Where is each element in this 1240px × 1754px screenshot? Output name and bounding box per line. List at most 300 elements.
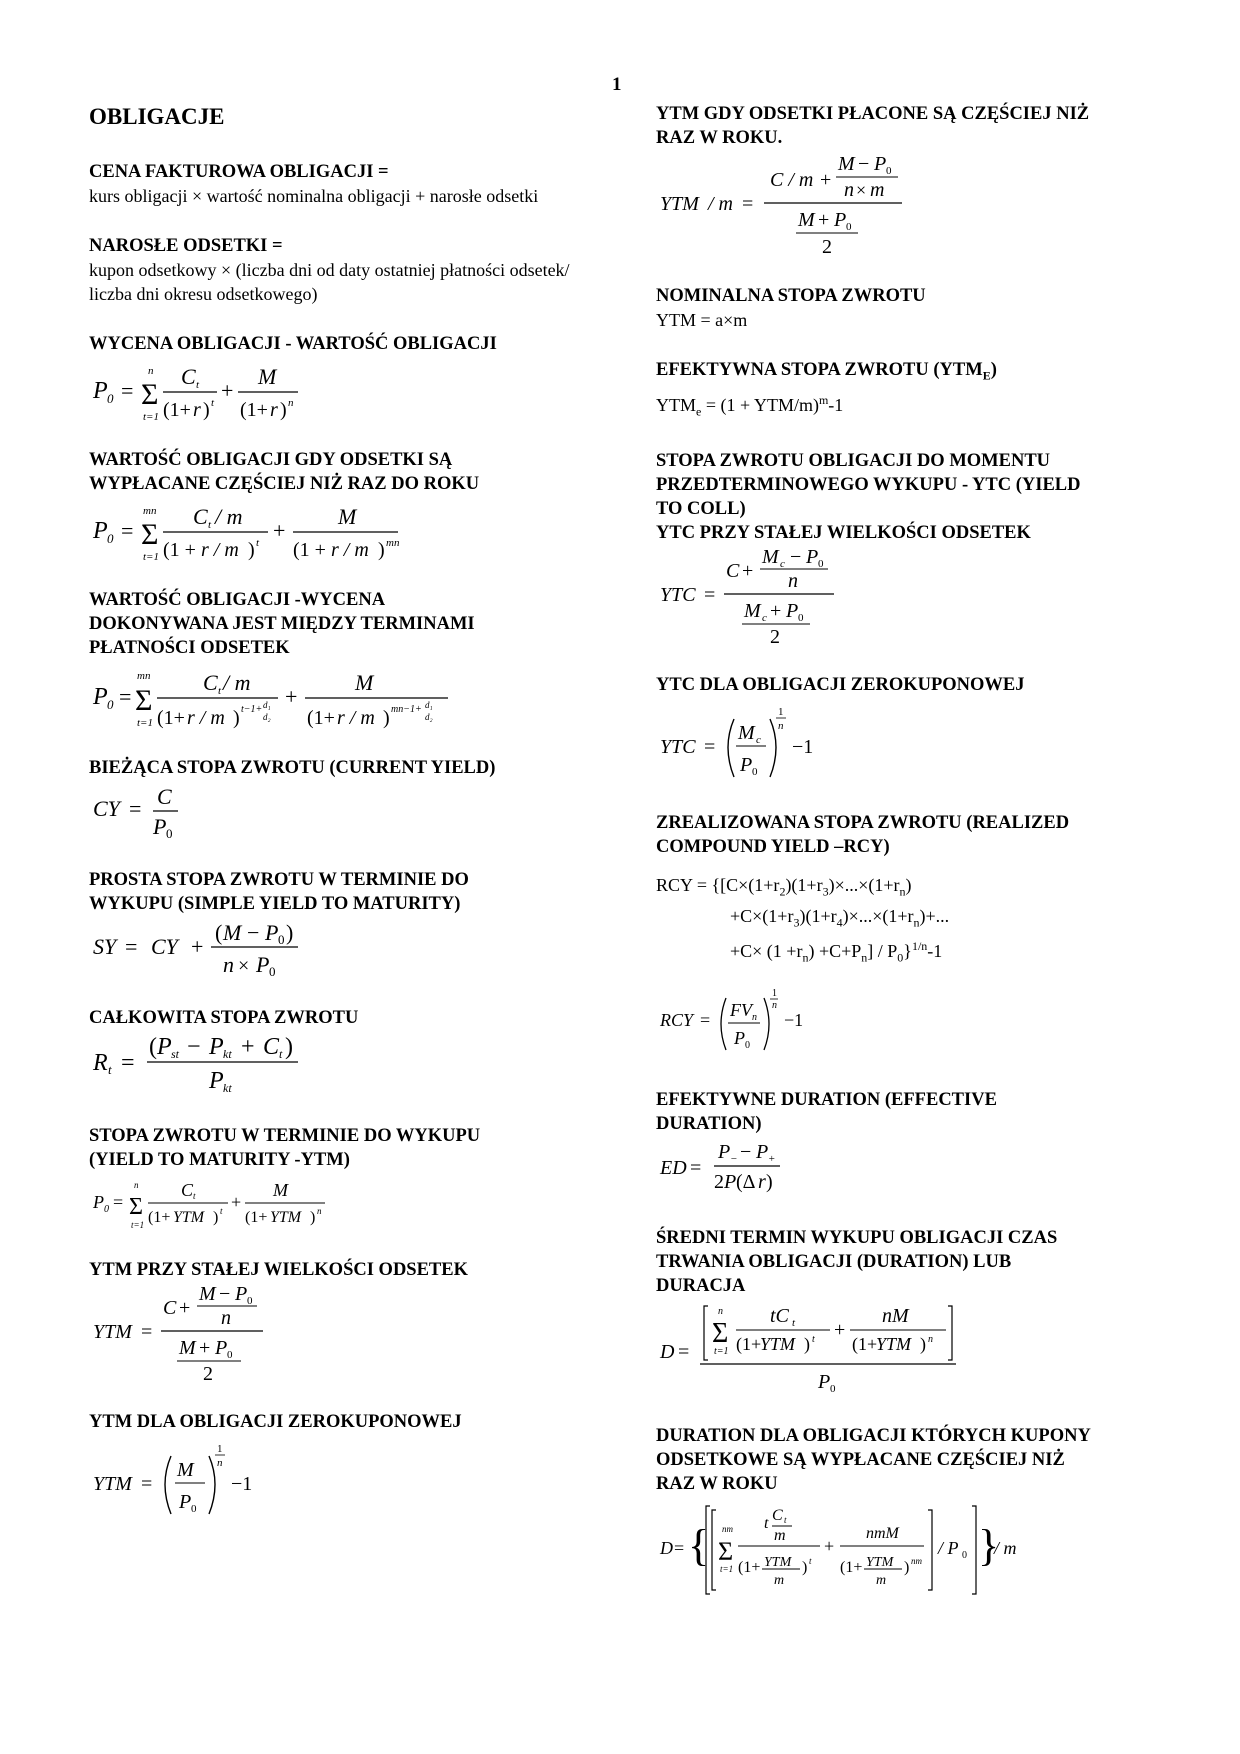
svg-text:m: m [774, 1527, 786, 1545]
svg-text:CY: CY [151, 934, 178, 959]
svg-text:−: − [730, 1153, 738, 1166]
section-heading: CENA FAKTUROWA OBLIGACJI = [89, 162, 389, 182]
svg-text:=: = [674, 1538, 685, 1559]
formula-rcy [660, 988, 1156, 1054]
formula-current-yield [93, 784, 589, 842]
svg-text:): ) [248, 539, 255, 561]
svg-text:Σ: Σ [718, 1537, 734, 1567]
svg-text:0: 0 [191, 1503, 197, 1515]
svg-text:=: = [690, 1157, 702, 1180]
svg-text:m: m [876, 1573, 887, 1589]
svg-text:P: P [179, 1491, 192, 1513]
svg-text:YTM: YTM [93, 1321, 132, 1343]
svg-text:−1: −1 [784, 1010, 804, 1031]
svg-text:P: P [256, 952, 270, 977]
svg-text:Σ: Σ [135, 684, 153, 717]
svg-text:+: + [818, 209, 830, 231]
svg-text:): ) [280, 399, 287, 421]
formula-superscript: m [818, 392, 829, 407]
svg-text:P: P [834, 209, 847, 231]
svg-text:(1+: (1+ [245, 1209, 268, 1226]
svg-text:+: + [199, 1337, 211, 1359]
formula-main: YTM [656, 394, 696, 415]
svg-text:YTM: YTM [764, 1555, 792, 1571]
section-effective-rate [656, 358, 1156, 423]
section-ytc [656, 449, 1156, 647]
svg-text:+: + [820, 169, 832, 191]
formula-bond-value-between-dates [93, 664, 589, 730]
section-text: kurs obligacji × wartość nominalna obligacji + narosłe odsetki [89, 186, 539, 206]
svg-text:r / m: r / m [201, 539, 239, 561]
svg-text:): ) [802, 1559, 808, 1577]
svg-text:mn−1+: mn−1+ [391, 704, 422, 715]
svg-text:n: n [288, 397, 294, 409]
svg-text:P: P [153, 814, 167, 839]
section-heading: DURATION DLA OBLIGACJI KTÓRYCH KUPONY ODSETKOWE SĄ WYPŁACANE CZĘŚCIEJ NIŻ RAZ W ROKU [656, 1426, 1091, 1495]
svg-text:P: P [818, 1371, 831, 1394]
svg-text:M: M [338, 504, 357, 529]
svg-text:P: P [724, 1171, 737, 1194]
svg-text:=: = [742, 193, 754, 215]
svg-text:c: c [780, 558, 785, 571]
svg-text:+: + [770, 600, 782, 623]
svg-text:YTM: YTM [876, 1334, 912, 1355]
svg-text:C: C [157, 784, 172, 809]
svg-text:YTC: YTC [660, 736, 696, 759]
svg-text:M: M [273, 1180, 288, 1200]
svg-text:n: n [772, 1000, 777, 1012]
svg-text:2: 2 [822, 236, 832, 258]
svg-text:M: M [798, 209, 815, 231]
svg-text:n: n [788, 570, 798, 593]
svg-text:=: = [678, 1341, 690, 1364]
svg-text:t: t [220, 1206, 223, 1216]
svg-text:P: P [93, 684, 108, 710]
svg-text:kt: kt [223, 1047, 232, 1061]
svg-text:t: t [218, 685, 222, 697]
svg-text:=: = [113, 1192, 124, 1212]
svg-text:r: r [193, 399, 201, 421]
rcy-expression: RCY = {[$C\times(1+r_2)(1+r_3)\times...\times(1+r_n)$ $+C\times(1+r_3)(1+r_4)\times...\times(1+r_n)+$... $+C\times (1 +r_n) +C+P_n] / P_0\}^{1/n}-1$ [656, 875, 950, 966]
svg-text:): ) [310, 1209, 316, 1226]
svg-text:P: P [806, 546, 819, 569]
formula-ytm-constant-coupon [93, 1283, 589, 1385]
svg-text:0: 0 [846, 221, 852, 233]
svg-text:2: 2 [203, 1363, 213, 1385]
heading-subscript: E [982, 368, 991, 383]
svg-text:P: P [157, 1034, 172, 1060]
svg-text:+: + [241, 1034, 255, 1060]
svg-text:C: C [163, 1297, 177, 1319]
section-heading: YTM PRZY STAŁEJ WIELKOŚCI ODSETEK [89, 1260, 468, 1280]
svg-text:(: ( [149, 1034, 157, 1060]
svg-text:+: + [231, 1192, 242, 1212]
svg-text:n: n [778, 720, 784, 733]
svg-text:t: t [193, 1191, 196, 1201]
svg-text:=: = [141, 1473, 153, 1495]
svg-text:tC: tC [770, 1305, 789, 1328]
svg-text:M: M [738, 722, 755, 745]
svg-text:C: C [203, 670, 218, 695]
section-heading: CAŁKOWITA STOPA ZWROTU [89, 1008, 359, 1028]
formula-total-return [93, 1034, 589, 1098]
svg-text:0: 0 [107, 531, 114, 546]
section-ytm [89, 1124, 589, 1232]
section-heading: STOPA ZWROTU W TERMINIE DO WYKUPU (YIELD TO MATURITY -YTM) [89, 1126, 481, 1170]
svg-text:t=1: t=1 [137, 717, 153, 729]
svg-text:t=1: t=1 [714, 1346, 729, 1358]
formula-duration [660, 1302, 1156, 1398]
section-ytc-zero-coupon [656, 673, 1156, 785]
svg-text:C: C [772, 1507, 783, 1525]
section-heading [656, 358, 1156, 388]
svg-text:R: R [93, 1050, 108, 1076]
svg-text:+: + [742, 560, 754, 583]
svg-text:n: n [844, 179, 854, 201]
section-invoice-price [89, 160, 589, 208]
section-bond-value-between-dates [89, 588, 589, 730]
svg-text:0: 0 [269, 964, 276, 979]
svg-text:C: C [181, 364, 196, 389]
svg-text:c: c [762, 612, 767, 625]
svg-text:): ) [920, 1334, 926, 1355]
svg-text:n: n [148, 365, 154, 377]
svg-text:(1+: (1+ [157, 707, 185, 729]
svg-text:d₂: d₂ [263, 712, 271, 722]
svg-text:): ) [233, 707, 240, 729]
section-text [656, 388, 1156, 424]
svg-text:t: t [108, 1062, 112, 1077]
svg-text:0: 0 [886, 165, 892, 177]
svg-text:M: M [177, 1459, 194, 1481]
svg-text:m: m [774, 1573, 785, 1589]
svg-text:Σ: Σ [141, 518, 159, 551]
svg-text:0: 0 [752, 766, 758, 779]
heading-end: ) [990, 360, 997, 380]
formula-ytc-zero-coupon [660, 701, 1156, 785]
svg-text:−: − [740, 1141, 752, 1164]
svg-text:P: P [756, 1141, 769, 1164]
svg-text:t=1: t=1 [720, 1564, 734, 1575]
svg-text:t=1: t=1 [131, 1220, 145, 1230]
svg-text:/ m: / m [223, 670, 251, 695]
svg-text:P: P [93, 518, 108, 544]
svg-text:t: t [211, 397, 215, 409]
section-heading: PROSTA STOPA ZWROTU W TERMINIE DO WYKUPU (SIMPLE YIELD TO MATURITY) [89, 870, 469, 914]
svg-text:P: P [215, 1337, 228, 1359]
section-heading: NAROSŁE ODSETKI = [89, 236, 283, 256]
svg-text:/ m: / m [708, 193, 733, 215]
svg-text:(1+: (1+ [307, 707, 335, 729]
svg-text:mn: mn [386, 537, 400, 549]
svg-text:): ) [378, 539, 385, 561]
section-ytm-constant-coupon [89, 1258, 589, 1384]
svg-text:mn: mn [143, 505, 157, 517]
section-heading: ZREALIZOWANA STOPA ZWROTU (REALIZED COMPOUND YIELD –RCY) [656, 813, 1070, 858]
svg-text:=: = [704, 736, 716, 759]
svg-text:d₁: d₁ [425, 700, 433, 710]
svg-text:=: = [121, 518, 134, 543]
svg-text:M: M [199, 1283, 216, 1305]
formula-ytc [660, 546, 1156, 649]
formula-effective-duration [660, 1140, 1156, 1200]
formula-bond-value [93, 360, 589, 422]
svg-text:0: 0 [745, 1040, 750, 1052]
svg-text:+: + [824, 1536, 835, 1557]
svg-text:YTM: YTM [866, 1555, 894, 1571]
formula-bond-value-frequent [93, 500, 589, 562]
svg-text:C: C [726, 560, 740, 583]
svg-text:r: r [270, 399, 278, 421]
svg-text:0: 0 [107, 697, 114, 712]
svg-text:n: n [718, 1306, 723, 1318]
section-simple-ytm [89, 868, 589, 980]
svg-text:t: t [764, 1515, 769, 1533]
svg-text:t−1+: t−1+ [241, 704, 263, 715]
svg-text:P: P [235, 1283, 248, 1305]
svg-text:(1 +: (1 + [163, 539, 196, 561]
svg-text:M: M [744, 600, 761, 623]
svg-text:P: P [265, 920, 279, 945]
svg-text:t: t [279, 1047, 283, 1061]
svg-text:C: C [181, 1180, 194, 1200]
svg-text:M: M [355, 670, 374, 695]
svg-text:0: 0 [107, 391, 114, 406]
svg-text:YTC: YTC [660, 584, 696, 607]
svg-text:P: P [786, 600, 799, 623]
svg-text:=: = [121, 378, 134, 403]
svg-text:/ m: / m [994, 1538, 1017, 1559]
svg-text:): ) [804, 1334, 810, 1355]
svg-text:1: 1 [217, 1443, 223, 1455]
formula-ytm-zero-coupon [93, 1438, 589, 1522]
section-heading: STOPA ZWROTU OBLIGACJI DO MOMENTU PRZEDTERMINOWEGO WYKUPU - YTC (YIELD TO COLL) YTC PRZY STAŁEJ WIELKOŚCI ODSETEK [656, 451, 1081, 544]
svg-text:): ) [203, 399, 210, 421]
section-current-yield [89, 756, 589, 842]
formula-simple-ytm [93, 920, 589, 980]
svg-text:0: 0 [818, 558, 824, 571]
section-ytm-zero-coupon [89, 1410, 589, 1522]
section-duration [656, 1226, 1156, 1398]
svg-text:r / m: r / m [187, 707, 225, 729]
svg-text:YTM: YTM [270, 1209, 302, 1226]
svg-text:(1+: (1+ [738, 1559, 761, 1577]
svg-text:1: 1 [772, 988, 777, 1000]
formula-duration-frequent [660, 1500, 1156, 1600]
formula-ytm-frequent [660, 154, 1156, 258]
svg-text:m: m [870, 179, 885, 201]
svg-text:M: M [258, 364, 277, 389]
section-heading: WARTOŚĆ OBLIGACJI GDY ODSETKI SĄ WYPŁACANE CZĘŚCIEJ NIŻ RAZ DO ROKU [89, 450, 480, 494]
section-accrued-interest [89, 234, 589, 306]
section-heading: BIEŻĄCA STOPA ZWROTU (CURRENT YIELD) [89, 758, 496, 778]
svg-text:M: M [179, 1337, 196, 1359]
svg-text:t: t [196, 379, 200, 391]
svg-text:0: 0 [798, 612, 804, 625]
svg-text:CY: CY [93, 796, 120, 821]
svg-text:0: 0 [962, 1550, 967, 1562]
svg-text:t=1: t=1 [143, 551, 159, 563]
svg-text:P: P [209, 1068, 224, 1094]
svg-text:0: 0 [830, 1383, 836, 1396]
svg-text:): ) [286, 920, 294, 945]
formula-rest: = (1 + YTM/m) [701, 394, 819, 415]
svg-text:/ m: / m [215, 504, 243, 529]
svg-text:P: P [93, 378, 108, 404]
svg-text:r / m: r / m [331, 539, 369, 561]
section-rcy [656, 811, 1156, 1054]
svg-text:(1+: (1+ [148, 1209, 171, 1226]
svg-text:+: + [768, 1153, 776, 1166]
svg-text:SY: SY [93, 934, 117, 959]
svg-text:C: C [193, 504, 208, 529]
svg-text:0: 0 [166, 826, 173, 841]
svg-text:nmM: nmM [866, 1525, 899, 1543]
svg-text:−: − [247, 920, 260, 945]
section-effective-duration [656, 1088, 1156, 1200]
section-heading: YTM DLA OBLIGACJI ZEROKUPONOWEJ [89, 1412, 462, 1432]
svg-text:n: n [223, 952, 234, 977]
svg-text:C: C [263, 1034, 280, 1060]
svg-text:(1+: (1+ [163, 399, 191, 421]
section-heading: WYCENA OBLIGACJI - WARTOŚĆ OBLIGACJI [89, 334, 497, 354]
svg-text:0: 0 [227, 1349, 233, 1361]
svg-text:D: D [660, 1341, 675, 1364]
section-nominal-rate [656, 284, 1156, 332]
svg-text:ED: ED [660, 1157, 687, 1180]
svg-text:P: P [93, 1192, 104, 1212]
svg-text:r / m: r / m [337, 707, 375, 729]
svg-text:t: t [809, 1556, 812, 1567]
svg-text:/ P: / P [938, 1538, 959, 1559]
svg-text:=: = [129, 796, 142, 821]
svg-text:d₁: d₁ [263, 700, 271, 710]
svg-text:−: − [219, 1283, 231, 1305]
svg-text:st: st [171, 1047, 180, 1061]
svg-text:M: M [223, 920, 242, 945]
svg-text:): ) [213, 1209, 219, 1226]
svg-text:=: = [119, 684, 132, 709]
svg-text:): ) [383, 707, 390, 729]
svg-text:n: n [134, 1180, 139, 1190]
svg-text:D: D [660, 1538, 673, 1559]
section-bond-value-frequent [89, 448, 589, 562]
section-heading: NOMINALNA STOPA ZWROTU [656, 286, 926, 306]
document-title: OBLIGACJE [89, 104, 225, 129]
svg-text:): ) [904, 1559, 910, 1577]
section-text: kupon odsetkowy × (liczba dni od daty ostatniej płatności odsetek/ liczba dni okresu odsetkowego) [89, 260, 570, 304]
section-heading: YTM GDY ODSETKI PŁACONE SĄ CZĘŚCIEJ NIŻ RAZ W ROKU. [656, 104, 1090, 148]
svg-text:t: t [792, 1317, 796, 1330]
section-ytm-frequent [656, 102, 1156, 258]
svg-text:nm: nm [911, 1556, 922, 1567]
svg-text:−: − [790, 546, 802, 569]
svg-text:(: ( [215, 920, 223, 945]
svg-text:M: M [762, 546, 779, 569]
svg-text:YTM: YTM [660, 193, 699, 215]
svg-text:2: 2 [714, 1171, 724, 1194]
svg-text:YTM: YTM [93, 1473, 132, 1495]
svg-text:P: P [874, 153, 887, 175]
svg-text:n: n [317, 1206, 322, 1216]
svg-text:=: = [141, 1321, 153, 1343]
svg-text:0: 0 [247, 1295, 253, 1307]
svg-text:+: + [179, 1297, 191, 1319]
svg-text:(1+: (1+ [736, 1334, 762, 1355]
svg-text:−1: −1 [792, 736, 814, 759]
heading-main: EFEKTYWNA STOPA ZWROTU (YTM [656, 360, 983, 380]
formula-subscript: e [696, 404, 702, 419]
svg-text:M: M [838, 153, 855, 175]
svg-text:C / m: C / m [770, 169, 814, 191]
page-number: 1 [612, 74, 622, 95]
svg-text:(1+: (1+ [240, 399, 268, 421]
section-bond-valuation [89, 332, 589, 422]
section-duration-frequent [656, 1424, 1156, 1600]
svg-text:t: t [208, 519, 212, 531]
svg-text:RCY: RCY [660, 1010, 694, 1031]
svg-text:n: n [752, 1012, 757, 1024]
svg-text:+: + [834, 1319, 846, 1342]
svg-text:1: 1 [778, 706, 784, 719]
svg-text:nm: nm [722, 1524, 733, 1535]
svg-text:mn: mn [137, 670, 151, 682]
svg-text:}: } [978, 1521, 1000, 1571]
svg-text:−: − [187, 1034, 201, 1060]
right-column [656, 102, 1156, 1626]
svg-text:+: + [273, 518, 286, 543]
svg-text:Σ: Σ [712, 1318, 729, 1350]
section-text: YTM = a×m [656, 310, 748, 330]
svg-text:−1: −1 [231, 1473, 253, 1495]
svg-text:): ) [285, 1034, 293, 1060]
svg-text:×: × [856, 180, 867, 200]
formula-end: -1 [828, 394, 844, 415]
svg-text:t: t [256, 537, 260, 549]
svg-text:(Δ: (Δ [736, 1171, 756, 1194]
svg-text:FV: FV [730, 1000, 752, 1021]
svg-text:t=1: t=1 [143, 411, 159, 423]
svg-text:): ) [766, 1171, 773, 1194]
svg-text:c: c [756, 734, 761, 747]
svg-text:t: t [812, 1334, 815, 1346]
svg-text:=: = [121, 1050, 135, 1076]
svg-text:n: n [928, 1334, 933, 1346]
svg-text:2: 2 [770, 626, 780, 649]
svg-text:P: P [740, 754, 753, 777]
svg-text:YTM: YTM [760, 1334, 796, 1355]
svg-text:YTM: YTM [173, 1209, 205, 1226]
formula-ytm [93, 1176, 589, 1232]
svg-text:0: 0 [104, 1204, 109, 1215]
svg-text:P: P [718, 1141, 731, 1164]
svg-text:(1+: (1+ [840, 1559, 863, 1577]
section-heading: EFEKTYWNE DURATION (EFFECTIVE DURATION) [656, 1090, 997, 1135]
section-heading: ŚREDNI TERMIN WYKUPU OBLIGACJI CZAS TRWANIA OBLIGACJI (DURATION) LUB DURACJA [656, 1228, 1058, 1297]
svg-text:n: n [217, 1457, 223, 1469]
left-column [89, 100, 589, 1548]
section-total-return [89, 1006, 589, 1098]
svg-text:{: { [688, 1521, 710, 1571]
svg-text:kt: kt [223, 1081, 232, 1095]
svg-text:=: = [125, 934, 138, 959]
svg-text:+: + [191, 934, 204, 959]
svg-text:d₂: d₂ [425, 712, 433, 722]
svg-text:nM: nM [882, 1305, 909, 1328]
svg-text:0: 0 [278, 932, 285, 947]
svg-text:=: = [700, 1010, 711, 1031]
svg-text:P: P [209, 1034, 224, 1060]
